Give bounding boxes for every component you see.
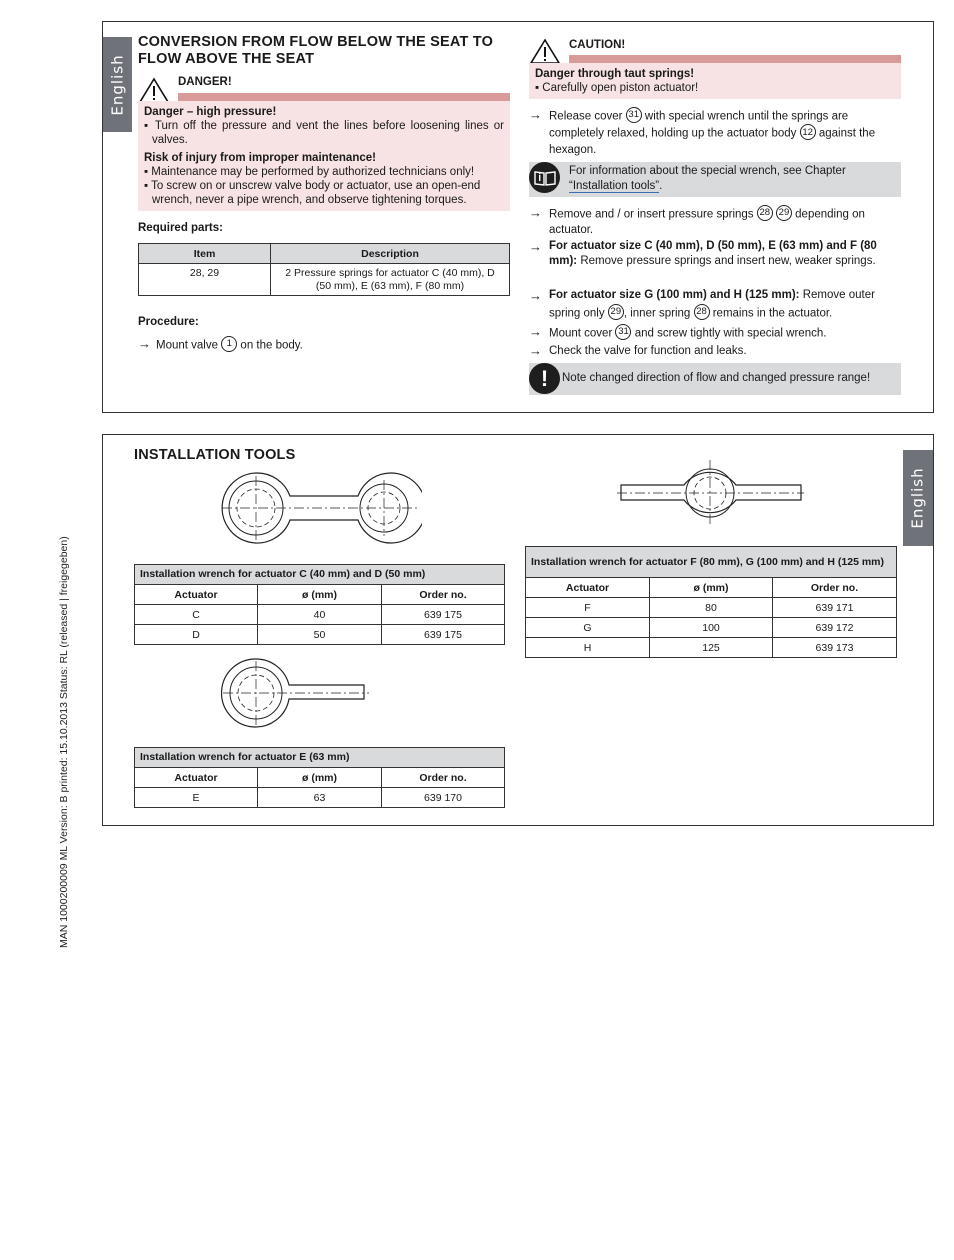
language-tab-right: English bbox=[903, 450, 933, 546]
danger-heading-pressure: Danger – high pressure! bbox=[144, 106, 277, 118]
caution-bar bbox=[569, 55, 901, 63]
table-row: C 40 639 175 bbox=[135, 605, 505, 625]
column-header: Item bbox=[139, 244, 271, 264]
conversion-title: CONVERSION FROM FLOW BELOW THE SEAT TO FLOW ABOVE THE SEAT bbox=[138, 34, 494, 67]
danger-label: DANGER! bbox=[178, 76, 232, 88]
column-header: Order no. bbox=[382, 768, 505, 788]
item-number: 29 bbox=[608, 304, 624, 320]
column-header: ø (mm) bbox=[258, 768, 382, 788]
item-number: 29 bbox=[776, 205, 792, 221]
column-header: Description bbox=[271, 244, 510, 264]
danger-item: ▪ To screw on or unscrew valve body or actuator, use an open-end wrench, never a pipe wrench, and observe tightening torques. bbox=[144, 180, 481, 206]
parts-description-cell: 2 Pressure springs for actuator C (40 mm), D (50 mm), E (63 mm), F (80 mm) bbox=[271, 264, 510, 296]
column-header: ø (mm) bbox=[650, 578, 773, 598]
table-row: E 63 639 170 bbox=[135, 788, 505, 808]
step-mount-valve: → Mount valve 1 on the body. bbox=[138, 336, 303, 352]
step-springs: → Remove and / or insert pressure springs 28 29 depending on actuator. bbox=[529, 205, 865, 237]
manual-book-icon bbox=[529, 162, 560, 193]
danger-heading-maintenance: Risk of injury from improper maintenance! bbox=[144, 152, 376, 164]
danger-warning-icon bbox=[138, 77, 170, 104]
item-number: 28 bbox=[757, 205, 773, 221]
caution-item: ▪ Carefully open piston actuator! bbox=[535, 82, 699, 94]
item-number: 31 bbox=[626, 107, 642, 123]
caution-heading: Danger through taut springs! bbox=[535, 68, 695, 80]
wrench-fgh-table bbox=[525, 546, 897, 658]
item-number: 31 bbox=[615, 324, 631, 340]
item-number: 12 bbox=[800, 124, 816, 140]
column-header: Actuator bbox=[135, 768, 258, 788]
info-box bbox=[529, 162, 901, 197]
item-number: 1 bbox=[221, 336, 237, 352]
danger-bar bbox=[178, 93, 510, 101]
caution-label: CAUTION! bbox=[569, 39, 626, 51]
note-box bbox=[529, 363, 901, 395]
step-check-valve: → Check the valve for function and leaks. bbox=[529, 343, 747, 358]
table-row: G 100 639 172 bbox=[526, 618, 897, 638]
installation-tools-link[interactable]: “Installation tools” bbox=[569, 180, 660, 192]
step-mount-cover: → Mount cover 31 and screw tightly with special wrench. bbox=[529, 324, 827, 340]
installation-tools-title: INSTALLATION TOOLS bbox=[134, 447, 296, 463]
caution-box bbox=[529, 63, 901, 99]
table-caption: Installation wrench for actuator C (40 mm) and D (50 mm) bbox=[135, 565, 505, 585]
danger-item: ▪ Turn off the pressure and vent the lines before loosening lines or valves. bbox=[144, 120, 504, 146]
table-caption: Installation wrench for actuator F (80 mm), G (100 mm) and H (125 mm) bbox=[526, 547, 897, 578]
required-parts-label: Required parts: bbox=[138, 222, 223, 234]
note-text: Note changed direction of flow and changed pressure range! bbox=[562, 372, 871, 384]
wrench-e-table bbox=[134, 747, 505, 808]
parts-item-cell: 28, 29 bbox=[139, 264, 271, 296]
column-header: ø (mm) bbox=[258, 585, 382, 605]
wrench-fgh-drawing bbox=[614, 456, 806, 530]
item-number: 28 bbox=[694, 304, 710, 320]
column-header: Actuator bbox=[526, 578, 650, 598]
danger-box bbox=[138, 101, 510, 211]
vertical-footer: MAN 1000200009 ML Version: B printed: 15.10.2013 Status: RL (released | freigegeben) bbox=[58, 536, 70, 948]
table-row: F 80 639 171 bbox=[526, 598, 897, 618]
wrench-e-drawing bbox=[219, 656, 371, 730]
exclamation-icon: ! bbox=[529, 363, 560, 394]
table-row: D 50 639 175 bbox=[135, 625, 505, 645]
column-header: Actuator bbox=[135, 585, 258, 605]
step-actuator-large: → For actuator size G (100 mm) and H (125 mm): Remove outer spring only 29 , inner spring 28 remains in the actuator. bbox=[529, 288, 875, 320]
column-header: Order no. bbox=[382, 585, 505, 605]
procedure-label: Procedure: bbox=[138, 316, 199, 328]
table-caption: Installation wrench for actuator E (63 mm) bbox=[135, 748, 505, 768]
step-release-cover: → Release cover 31 with special wrench until the springs are completely relaxed, holding up the actuator body 12 against the hexagon. bbox=[529, 107, 876, 156]
caution-warning-icon bbox=[529, 38, 561, 65]
column-header: Order no. bbox=[773, 578, 897, 598]
wrench-cd-table bbox=[134, 564, 505, 645]
required-parts-table bbox=[138, 243, 510, 296]
wrench-cd-drawing bbox=[218, 470, 422, 546]
language-tab-left: English bbox=[103, 37, 132, 132]
step-actuator-small: → For actuator size C (40 mm), D (50 mm), E (63 mm) and F (80 mm): Remove pressure springs and insert new, weaker springs. bbox=[529, 239, 877, 267]
table-row: H 125 639 173 bbox=[526, 638, 897, 658]
danger-item: ▪ Maintenance may be performed by authorized technicians only! bbox=[144, 166, 475, 178]
info-text: For information about the special wrench, see Chapter “Installation tools”. bbox=[569, 165, 846, 192]
